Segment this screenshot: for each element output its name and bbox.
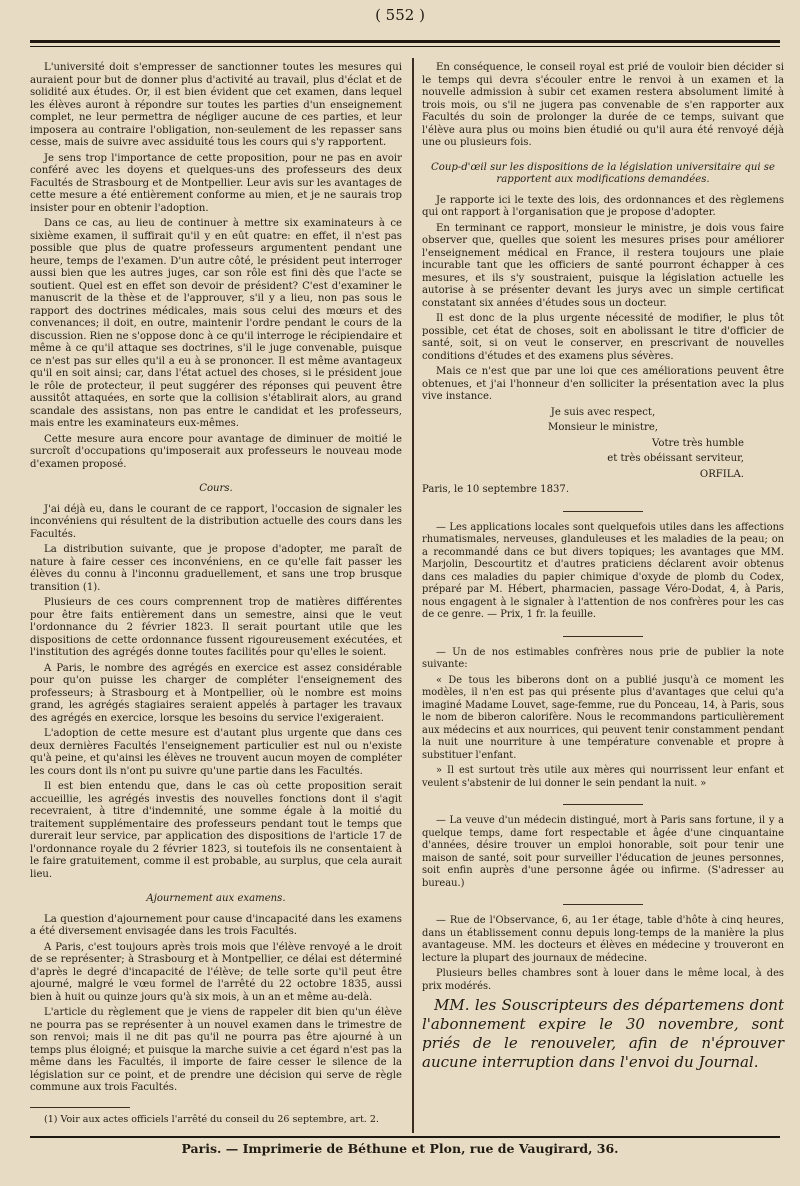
paragraph: L'adoption de cette mesure est d'autant plus urgente que dans ces deux dernières Facultés l'enseignement particulier est nul ou n'existe qu'à peine, et qu'ainsi les élèves ne trouvent aucun moyen de compléter les cours dont ils n'ont pu suivre qu'une partie dans les Facultés. [30, 728, 402, 777]
paragraph: Dans ce cas, au lieu de continuer à mettre six examinateurs à ce sixième examen, il suffirait qu'il y en eût quatre: en effet, il n'est pas possible que plus de quatre professeurs argumentent pendant une heure, temps de l'examen. D'un autre côté, le président peut interroger aussi bien que les autres juges, car son rôle est fini dès que l'acte se soutient. Quel est en effet son devoir de président? C'est d'examiner le manuscrit de la thèse et de l'approuver, s'il y a lieu, non pas sous le rapport des doctrines médicales, mais sous celui des mœurs et des convenances; il doit, en outre, maintenir l'ordre pendant le cours de la discussion. Rien ne s'oppose donc à ce qu'il interroge le récipiendaire et même à ce qu'il attaque ses doctrines, s'il le juge convenable, puisque ce n'est pas sur elles qu'il a eu à se prononcer. Il est même avantageux qu'il en soit ainsi; car, dans l'état actuel des choses, si le président joue le rôle de protecteur, il peut suggérer des réponses qui peuvent être aussitôt attaquées, en sorte que la collision s'établirait alors, au grand scandale des assistans, non pas entre le candidat et les professeurs, mais entre les examinateurs eux-mêmes. [30, 218, 402, 429]
closing-line: et très obéissant serviteur, [607, 453, 744, 464]
column-divider [412, 58, 414, 1133]
paragraph: En conséquence, le conseil royal est prié de vouloir bien décider si le temps qui devra s'écouler entre le renvoi à un examen et la nouvelle admission à subir cet examen restera absolument limité à trois mois, ou s'il ne jugera pas convenable de s'en rapporter aux Facultés du soin de prolonger la durée de ce temps, suivant que l'élève aura plus ou moins bien étudié ou qu'il aura été renvoyé déjà une ou plusieurs fois. [422, 62, 784, 148]
notice-item: — Les applications locales sont quelquefois utiles dans les affections rhumatismales, nerveuses, glanduleuses et les maladies de la peau; on a recommandé dans ce but divers topiques; les avantages que MM. Marjolin, Descourtitz et d'autres praticiens déclarent avoir obtenus dans ces maladies du papier chimique d'oxyde de plomb du Codex, préparé par M. Hébert, pharmacien, passage Véro-Dodat, 4, à Paris, nous engagent à le signaler à l'attention de nos confrères pour les cas de ce genre. — Prix, 1 fr. la feuille. [422, 521, 784, 620]
separator-rule [563, 511, 643, 512]
separator-rule [563, 804, 643, 805]
top-rule-thin [30, 46, 780, 47]
bottom-rule [30, 1136, 780, 1138]
footnote: (1) Voir aux actes officiels l'arrêté du conseil du 26 septembre, art. 2. [44, 1113, 379, 1125]
closing-line: Je suis avec respect, [550, 406, 656, 418]
paragraph: L'article du règlement que je viens de rappeler dit bien qu'un élève ne pourra pas se représenter à un nouvel examen dans le trimestre de son renvoi; mais il ne dit pas qu'il ne pourra pas être ajourné à un temps plus éloigné; et puisque la marche suivie a cet égard n'est pas la même dans les Facultés, il importe de faire cesser le silence de la législation sur ce point, et de prendre une décision qui serve de règle commune aux trois Facultés. [30, 1007, 402, 1093]
closing-line: Votre très humble [652, 437, 744, 449]
separator-rule [563, 636, 643, 637]
section-heading-coup-doeil: Coup-d'œil sur les dispositions de la législation universitaire qui se rapportent aux modifications demandées. [431, 161, 775, 185]
paragraph: L'université doit s'empresser de sanctionner toutes les mesures qui auraient pour but de donner plus d'activité au travail, plus d'éclat et de solidité aux études. Or, il est bien évident que cet examen, dans lequel les élèves auront à répondre sur toutes les parties d'un enseignement complet, ne leur permettra de négliger aucune de ces parties, et leur imposera au contraire l'obligation, non-seulement de les repasser sans cesse, mais de suivre avec assiduité tous les cours qui s'y rapportent. [30, 62, 402, 148]
paragraph: A Paris, le nombre des agrégés en exercice est assez considérable pour qu'on puisse les charger de compléter l'enseignement des professeurs; à Strasbourg et à Montpellier, où le nombre est moins grand, les agrégés stagiaires seraient appelés à partager les travaux des agrégés en exercice, lorsque les besoins du service l'exigeraient. [30, 662, 402, 724]
right-column [422, 62, 784, 1075]
notice-item: — Rue de l'Observance, 6, au 1er étage, table d'hôte à cinq heures, dans un établissement connu depuis long-temps de la manière la plus avantageuse. MM. les docteurs et élèves en médecine y trouveront en lecture la plupart des journaux de médecine. [422, 915, 784, 964]
section-heading-ajournement: Ajournement aux examens. [146, 893, 286, 904]
paragraph: Il est bien entendu que, dans le cas où cette proposition serait accueillie, les agrégés investis des nouvelles fonctions dont il s'agit recevraient, à titre d'indemnité, une somme égale à la moitié du traitement supplémentaire des professeurs pendant tout le temps que durerait leur service, par application des dispositions de l'article 17 de l'ordonnance royale du 2 février 1823, si toutefois ils ne consentaient à le faire gratuitement, comme il est probable, au surplus, que cela aurait lieu. [30, 781, 402, 880]
dateline: Paris, le 10 septembre 1837. [422, 484, 570, 495]
paragraph: A Paris, c'est toujours après trois mois que l'élève renvoyé a le droit de se représenter; à Strasbourg et à Montpellier, ce délai est déterminé d'après le degré d'incapacité de l'élève; de telle sorte qu'il peut être ajourné, malgré le vœu formel de l'arrêté du 22 octobre 1835, aussi bien à huit ou quinze jours qu'à six mois, à un an et même au-delà. [30, 941, 402, 1003]
paragraph: Plusieurs de ces cours comprennent trop de matières différentes pour être faits entièrement dans un semestre, ainsi que le veut l'ordonnance du 2 février 1823. Il serait pourtant utile que les dispositions de cette ordonnance fussent rigoureusement exécutées, et l'institution des agrégés donne toutes facilités pour qu'elles le soient. [30, 597, 402, 658]
separator-rule [563, 904, 643, 905]
paragraph: Je rapporte ici le texte des lois, des ordonnances et des règlemens qui ont rapport à l'organisation que je propose d'adopter. [422, 194, 784, 218]
section-heading-cours: Cours. [199, 483, 233, 494]
paragraph: Je sens trop l'importance de cette proposition, pour ne pas en avoir conféré avec les doyens et quelques-uns des professeurs des deux Facultés de Strasbourg et de Montpellier. Leur avis sur les avantages de cette mesure a été entièrement conforme au mien, et je ne saurais trop insister pour en obtenir l'adoption. [30, 152, 402, 214]
imprint-line: Paris. — Imprimerie de Béthune et Plon, rue de Vaugirard, 36. [181, 1141, 619, 1156]
closing-line: Monsieur le ministre, [547, 422, 658, 433]
paragraph: Cette mesure aura encore pour avantage de diminuer de moitié le surcroît d'occupations qu'imposerait aux professeurs le nouveau mode d'examen proposé. [30, 433, 402, 470]
notice-item: Plusieurs belles chambres sont à louer dans le même local, à des prix modérés. [422, 968, 784, 992]
quote-paragraph: » Il est surtout très utile aux mères qui nourrissent leur enfant et veulent s'abstenir de lui donner le sein pendant la nuit. » [422, 765, 784, 789]
footnote-rule [30, 1107, 130, 1108]
notice-item: — La veuve d'un médecin distingué, mort à Paris sans fortune, il y a quelque temps, dame fort respectable et âgée d'une cinquantaine d'années, désire trouver un emploi honorable, soit pour tenir une maison de santé, soit pour surveiller l'éducation de jeunes personnes, soit enfin auprès d'une personne âgée ou infirme. (S'adresser au bureau.) [422, 815, 784, 889]
paragraph: Il est donc de la plus urgente nécessité de modifier, le plus tôt possible, cet état de choses, soit en abolissant le titre d'officier de santé, soit, si on veut le conserver, en prescrivant de nouvelles conditions d'études et des examens plus sévères. [422, 313, 784, 362]
paragraph: J'ai déjà eu, dans le courant de ce rapport, l'occasion de signaler les inconvéniens qui résultent de la distribution actuelle des cours dans les Facultés. [30, 503, 402, 540]
top-rule [30, 40, 780, 43]
paragraph: En terminant ce rapport, monsieur le ministre, je dois vous faire observer que, quelles que soient les mesures prises pour améliorer l'enseignement médical en France, il restera toujours une plaie incurable tant que les officiers de santé pourront échapper à ces mesures, et ils s'y soustraient, puisque la législation actuelle les autorise à se présenter devant les jurys avec un simple certificat constatant six années d'études sous un docteur. [422, 222, 784, 309]
quote-paragraph: « De tous les biberons dont on a publié jusqu'à ce moment les modèles, il n'en est pas qui présente plus d'avantages que celui qu'a imaginé Madame Louvet, sage-femme, rue du Ponceau, 14, à Paris, sous le nom de biberon calorifère. Nous le recommandons particulièrement aux médecins et aux nourrices, qui peuvent tenir constamment pendant la nuit une nourriture à une température convenable et propre à substituer l'enfant. [422, 674, 784, 761]
page-number: ( 552 ) [375, 6, 425, 24]
paragraph: La distribution suivante, que je propose d'adopter, me paraît de nature à faire cesser ces inconvéniens, en ce qu'elle fait passer les élèves du connu à l'inconnu graduellement, et sans une trop brusque transition (1). [30, 544, 402, 593]
signature-name: ORFILA. [699, 468, 744, 480]
notice-item: — Un de nos estimables confrères nous prie de publier la note suivante: [422, 646, 784, 670]
left-column [30, 62, 402, 1129]
paragraph: La question d'ajournement pour cause d'incapacité dans les examens a été diversement envisagée dans les trois Facultés. [30, 913, 402, 937]
subscribers-notice: MM. les Souscripteurs des départemens dont l'abonnement expire le 30 novembre, sont priés de le renouveler, afin de n'éprouver aucune interruption dans l'envoi du Journal. [422, 996, 784, 1071]
paragraph: Mais ce n'est que par une loi que ces améliorations peuvent être obtenues, et j'ai l'honneur d'en solliciter la présentation avec la plus vive instance. [422, 366, 784, 402]
